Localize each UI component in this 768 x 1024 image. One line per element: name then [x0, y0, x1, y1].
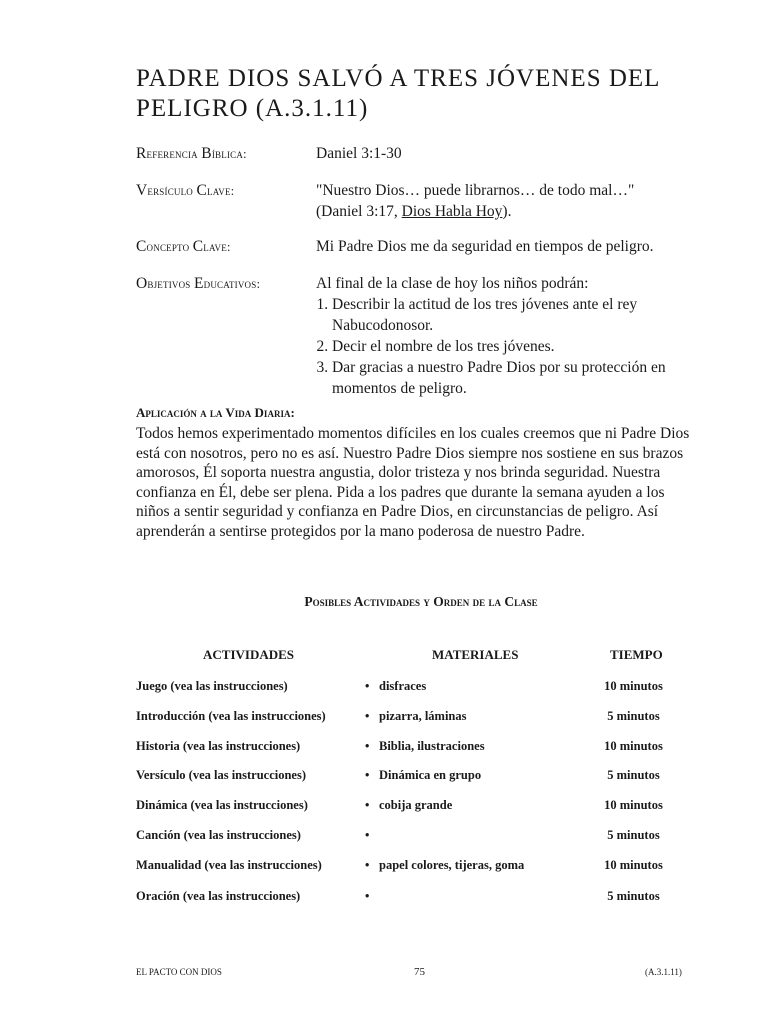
table-row: [136, 709, 706, 731]
material-cell: papel colores, tijeras, goma: [379, 858, 525, 872]
activity-cell: Manualidad (vea las instrucciones): [136, 858, 322, 872]
activity-cell: Historia (vea las instrucciones): [136, 739, 301, 753]
key-verse-value: [316, 180, 706, 222]
material-cell: cobija grande: [379, 798, 453, 812]
table-row: [136, 798, 706, 820]
table-row: [136, 679, 706, 701]
table-row: [136, 889, 706, 911]
bullet-mark: •: [365, 739, 370, 753]
time-cell: 5 minutos: [607, 709, 660, 723]
activities-column-header: ACTIVIDADES: [203, 647, 295, 662]
table-row: [136, 768, 706, 790]
page-title: PADRE DIOS SALVÓ A TRES JÓVENES DEL PELIGRO (A.3.1.11): [136, 65, 660, 122]
footer-lesson-code: (A.3.1.11): [645, 967, 682, 977]
table-row: [136, 828, 706, 850]
objective-item: 2. Decir el nombre de los tres jóvenes.: [332, 336, 706, 357]
activities-section-title: Posibles Actividades y Orden de la Clase: [304, 594, 538, 609]
table-row: [136, 739, 706, 761]
table-row: [136, 858, 706, 880]
activity-cell: Oración (vea las instrucciones): [136, 889, 301, 903]
activity-cell: Dinámica (vea las instrucciones): [136, 798, 308, 812]
objectives-list: [316, 294, 706, 399]
time-cell: 10 minutos: [604, 858, 663, 872]
key-verse-label: Versículo Clave:: [136, 182, 235, 199]
reference-label: Referencia Bíblica:: [136, 145, 247, 162]
key-verse-quote: "Nuestro Dios… puede librarnos… de todo mal…": [316, 182, 635, 199]
material-cell: pizarra, láminas: [379, 709, 467, 723]
objectives-intro: Al final de la clase de hoy los niños podrán:: [316, 275, 589, 292]
bullet-mark: •: [365, 679, 370, 693]
key-concept-label: Concepto Clave:: [136, 238, 231, 255]
time-cell: 5 minutos: [607, 889, 660, 903]
time-cell: 10 minutos: [604, 798, 663, 812]
application-body: Todos hemos experimentado momentos difíciles en los cuales creemos que ni Padre Dios está con nosotros, pero no es así. Nuestro Padre Dios siempre nos sostiene en sus brazos amorosos, Él soporta nuestra angustia, dolor tristeza y nos brinda seguridad. Nuestra confianza en Él, debe ser plena. Pida a los padres que durante la semana ayuden a los niños a sentir seguridad y confianza en Padre Dios, en circunstancias de peligro. Así aprenderán a sentirse protegidos por la mano poderosa de nuestro Padre.: [136, 425, 690, 540]
time-cell: 10 minutos: [604, 679, 663, 693]
footer-book-title: EL PACTO CON DIOS: [136, 967, 222, 977]
time-column-header: TIEMPO: [610, 647, 663, 662]
key-concept-value: Mi Padre Dios me da seguridad en tiempos de peligro.: [316, 238, 654, 255]
activity-cell: Canción (vea las instrucciones): [136, 828, 301, 842]
activity-cell: Juego (vea las instrucciones): [136, 679, 288, 693]
objectives-label: Objetivos Educativos:: [136, 275, 261, 292]
time-cell: 10 minutos: [604, 739, 663, 753]
bullet-mark: •: [365, 889, 370, 903]
objective-item: 1. Describir la actitud de los tres jóvenes ante el rey Nabucodonosor.: [332, 294, 706, 336]
material-cell: disfraces: [379, 679, 427, 693]
objective-item: 3. Dar gracias a nuestro Padre Dios por su protección en momentos de peligro.: [332, 357, 706, 399]
application-heading: Aplicación a la Vida Diaria:: [136, 405, 295, 420]
bullet-mark: •: [365, 709, 370, 723]
key-verse-citation: (Daniel 3:17, Dios Habla Hoy).: [316, 203, 512, 220]
reference-value: Daniel 3:1-30: [316, 145, 402, 162]
time-cell: 5 minutos: [607, 768, 660, 782]
bible-version-link[interactable]: Dios Habla Hoy: [401, 203, 503, 220]
footer-page-number: 75: [414, 966, 425, 978]
bullet-mark: •: [365, 858, 370, 872]
bullet-mark: •: [365, 798, 370, 812]
material-cell: Dinámica en grupo: [379, 768, 482, 782]
time-cell: 5 minutos: [607, 828, 660, 842]
bullet-mark: •: [365, 768, 370, 782]
material-cell: Biblia, ilustraciones: [379, 739, 485, 753]
activity-cell: Versículo (vea las instrucciones): [136, 768, 307, 782]
materials-column-header: MATERIALES: [432, 647, 519, 662]
bullet-mark: •: [365, 828, 370, 842]
objectives-value: [316, 273, 706, 399]
activity-cell: Introducción (vea las instrucciones): [136, 709, 326, 723]
